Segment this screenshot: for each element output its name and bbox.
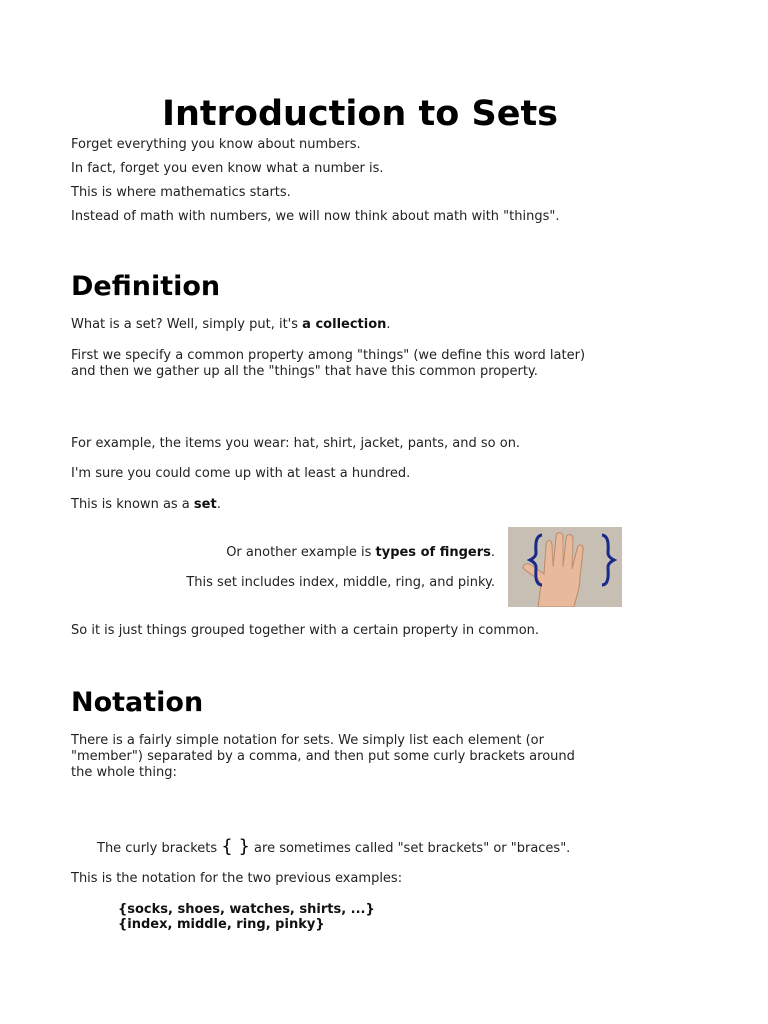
definition-paragraph-3: For example, the items you wear: hat, shirt, jacket, pants, and so on.: [71, 436, 521, 451]
intro-line-4: Instead of math with numbers, we will now think about math with "things".: [71, 209, 560, 224]
notation-example-1: {socks, shoes, watches, shirts, ...}: [118, 902, 375, 917]
notation-paragraph-1-line-2: "member") separated by a comma, and then put some curly brackets around: [71, 749, 575, 764]
definition-heading: Definition: [71, 271, 221, 302]
notation-paragraph-1-line-1: There is a fairly simple notation for sets. We simply list each element (or: [71, 733, 544, 748]
fingers-example-line-2: This set includes index, middle, ring, and pinky.: [186, 575, 495, 590]
definition-paragraph-2-line-2: and then we gather up all the "things" that have this common property.: [71, 364, 538, 379]
page-title: Introduction to Sets: [161, 94, 559, 134]
braces-symbol: { }: [221, 836, 250, 857]
intro-line-3: This is where mathematics starts.: [71, 185, 291, 200]
definition-paragraph-5: This is known as a set.: [71, 497, 221, 512]
notation-paragraph-1-line-3: the whole thing:: [71, 765, 177, 780]
intro-line-2: In fact, forget you even know what a number is.: [71, 161, 384, 176]
hand-illustration: [508, 527, 622, 607]
definition-paragraph-2-line-1: First we specify a common property among "things" (we define this word later): [71, 348, 586, 363]
curly-brackets-line: The curly brackets { } are sometimes called "set brackets" or "braces".: [97, 836, 571, 857]
fingers-example-line-1: Or another example is types of fingers.: [226, 545, 495, 560]
hand-fingers-image: [508, 527, 622, 607]
definition-paragraph-1: What is a set? Well, simply put, it's a collection.: [71, 317, 391, 332]
notation-paragraph-2: This is the notation for the two previous examples:: [71, 871, 403, 886]
intro-line-1: Forget everything you know about numbers.: [71, 137, 361, 152]
notation-example-2: {index, middle, ring, pinky}: [118, 917, 325, 932]
definition-paragraph-6: So it is just things grouped together with a certain property in common.: [71, 623, 540, 638]
definition-paragraph-4: I'm sure you could come up with at least a hundred.: [71, 466, 411, 481]
notation-heading: Notation: [71, 687, 204, 718]
